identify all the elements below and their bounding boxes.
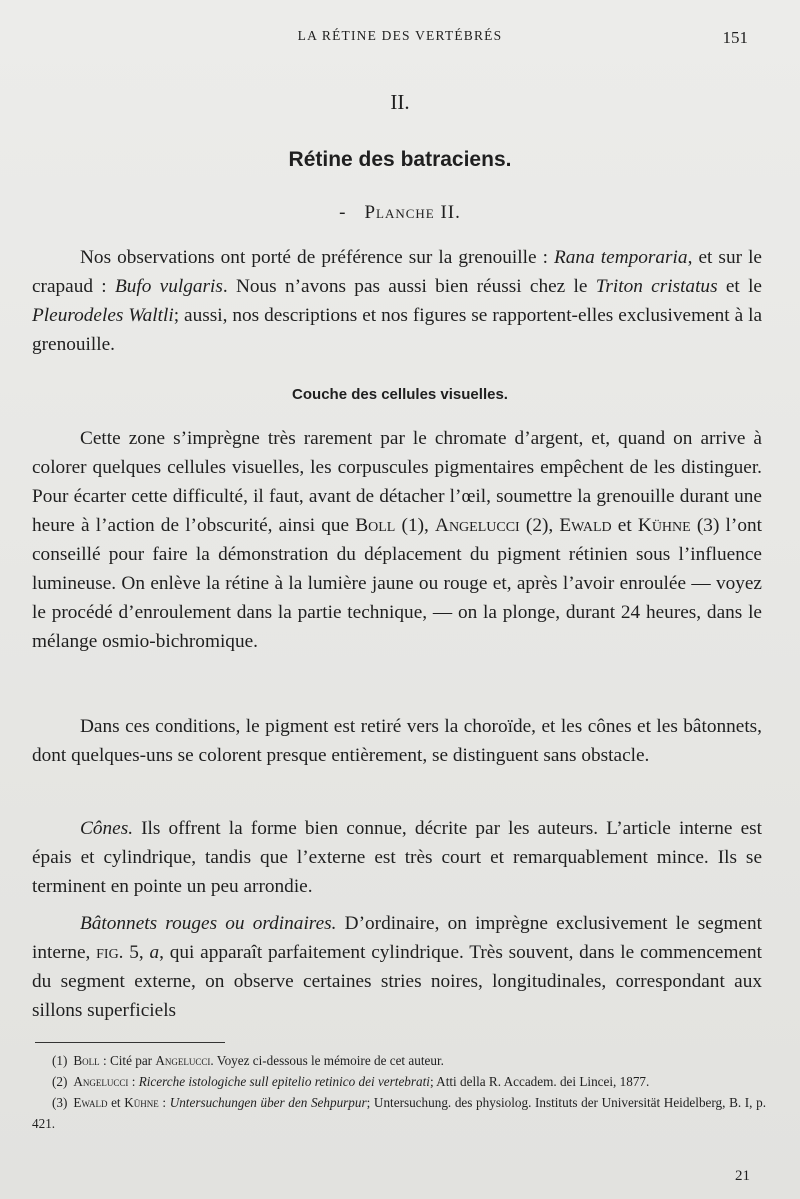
paragraph-rods: Bâtonnets rouges ou ordinaires. D’ordinaire, on imprègne exclusivement le segment interne, fig. 5, a, qui apparaît parfaitement cylindrique. Très souvent, dans le commencement du segment externe, on observe certaines stries noires, longitudinales, correspondant aux sillons superficiels [32, 913, 763, 1021]
paragraph-cones: Cônes. Ils offrent la forme bien connue, décrite par les auteurs. L’article interne est épais et cylindrique, tandis que l’externe est très court et remarquablement mince. Ils se terminent en pointe un peu arrondie. [32, 818, 762, 897]
plate-reference [0, 202, 800, 224]
author-name: Angelucci [435, 515, 520, 536]
author-name: Kühne [637, 515, 691, 536]
footnote-1: (1) Boll : Cité par Angelucci. Voyez ci-dessous le mémoire de cet auteur. [52, 1053, 444, 1068]
footnotes [32, 1050, 766, 1134]
footnote-2: (2) Angelucci : Ricerche istologiche sull epitelio retinico dei vertebrati; Atti della R. Accadem. dei Lincei, 1877. [52, 1074, 650, 1089]
term-rods: Bâtonnets rouges ou ordinaires. [80, 913, 337, 934]
species-name: Triton cristatus [595, 276, 718, 297]
species-name: Rana temporaria [554, 247, 688, 268]
paragraph-conditions: Dans ces conditions, le pigment est retiré vers la choroïde, et les cônes et les bâtonnets, dont quelques-uns se colorent presque entièrement, se distinguent sans obstacle. [32, 716, 762, 766]
paragraph-intro: Nos observations ont porté de préférence sur la grenouille : Rana temporaria, et sur le crapaud : Bufo vulgaris. Nous n’avons pas aussi bien réussi chez le Triton cristatus et le Pleurodeles Waltli; aussi, nos descriptions et nos figures se rapportent-elles exclusivement à la grenouille. [32, 247, 763, 355]
page-number: 151 [722, 28, 748, 47]
plate-dash: - [339, 202, 347, 223]
signature-mark: 21 [735, 1168, 750, 1184]
section-title: Rétine des batraciens. [288, 148, 512, 171]
footnote-3: (3) Ewald et Kühne : Untersuchungen über den Sehpurpur; Untersuchung. des physiolog. Instituts der Universität Heidelberg, B. I, p. 421. [32, 1095, 766, 1131]
subheading: Couche des cellules visuelles. [292, 386, 508, 403]
running-header [0, 24, 800, 50]
species-name: Bufo vulgaris [114, 276, 223, 297]
running-title: LA RÉTINE DES VERTÉBRÉS [297, 28, 503, 43]
footnote-divider [35, 1042, 225, 1043]
paragraph-method: Cette zone s’imprègne très rarement par le chromate d’argent, et, quand on arrive à colorer quelques cellules visuelles, les corpuscules pigmentaires empêchent de les distinguer. Pour écarter cette difficulté, il faut, avant de détacher l’œil, soumettre la grenouille durant une heure à l’action de l’obscurité, ainsi que Boll (1), Angelucci (2), Ewald et Kühne (3) l’ont conseillé pour faire la démonstration du déplacement du pigment rétinien sous l’influence lumineuse. On enlève la rétine à la lumière jaune ou rouge et, après l’avoir enroulée — voyez le procédé d’enroulement dans la partie technique, — on la plonge, durant 24 heures, dans le mélange osmio-bichromique. [32, 428, 762, 652]
figure-reference: fig. 5 [96, 942, 139, 963]
plate-label: Planche II. [364, 202, 461, 223]
species-name: Pleurodeles Waltli [32, 305, 174, 326]
section-number: II. [390, 90, 410, 114]
author-name: Ewald [559, 515, 612, 536]
term-cones: Cônes. [80, 818, 134, 839]
author-name: Boll [355, 515, 396, 536]
